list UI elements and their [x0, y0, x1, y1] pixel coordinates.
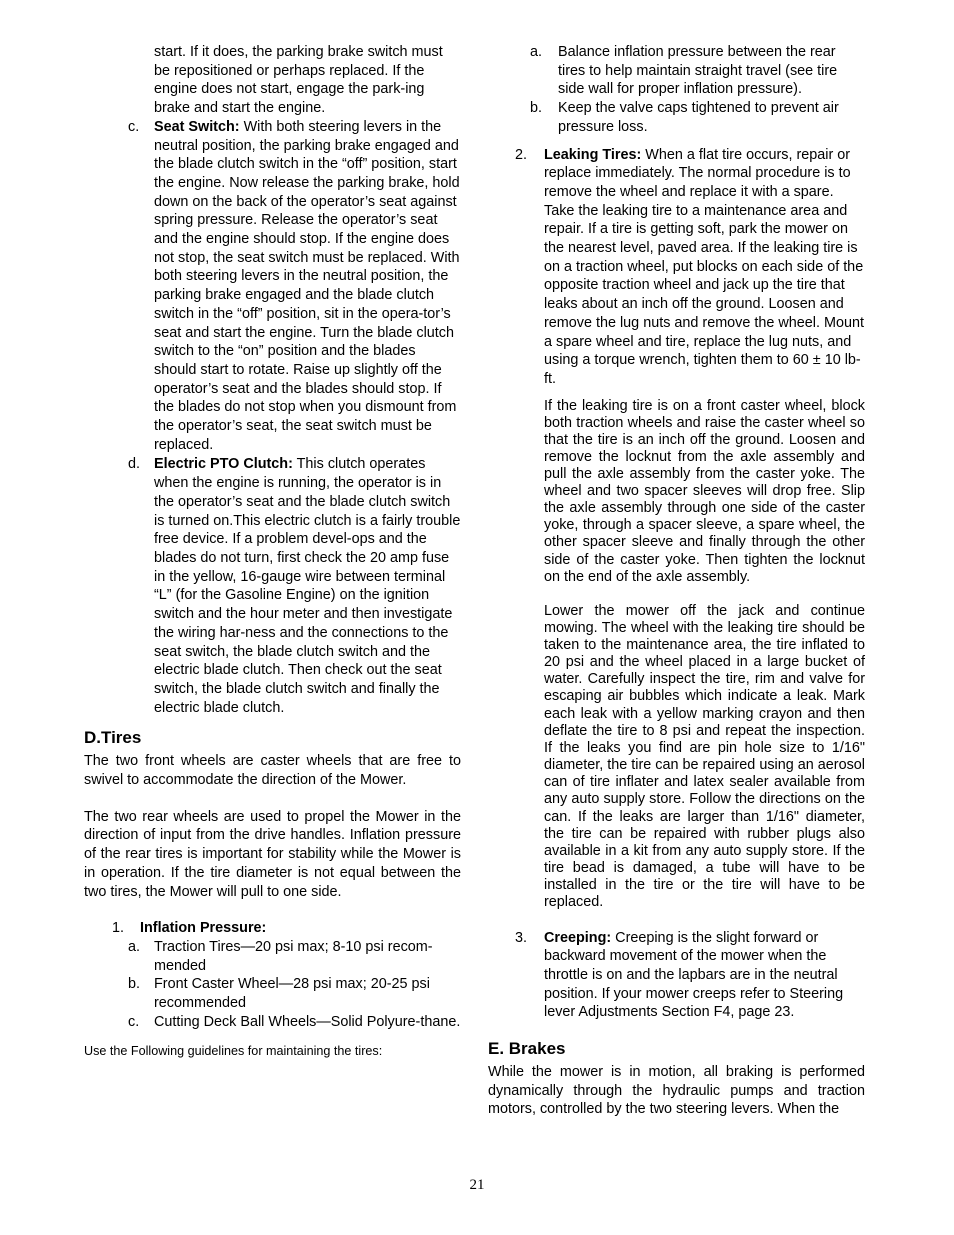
list-marker: c. — [128, 118, 140, 135]
list-item-valve-caps — [488, 99, 865, 136]
guidelines-note: Use the Following guidelines for maintaining the tires: — [84, 1044, 383, 1059]
tires-paragraph-2: The two rear wheels are used to propel the Mower in the direction of input from the drive handles. Inflation pressure of the rear tires is important for stability while the Mower is in operation. If the tire diameter is not equal between the two tires, the Mower will pull to one side. — [84, 808, 461, 900]
list-marker: a. — [530, 44, 543, 60]
section-heading-tires: D.Tires — [84, 728, 142, 748]
page-number: 21 — [469, 1177, 485, 1193]
section-heading-brakes: E. Brakes — [488, 1039, 566, 1059]
item-title: Leaking Tires: — [544, 146, 642, 163]
list-item-inflation-pressure — [84, 919, 461, 938]
parking-brake-continuation: start. If it does, the parking brake switch must be repositioned or perhaps replaced. If the engine does not start, engage the park-ing brake and start the engine. — [154, 44, 443, 117]
list-item-seat-switch — [84, 118, 461, 455]
right-column — [488, 43, 865, 1119]
item-text: When a flat tire occurs, repair or replace immediately. The normal procedure is to remove the wheel and replace it with a spare. Take the leaking tire to a maintenance area and repair. If a tire is getting soft, park the mower on the nearest level, paved area. If the leaking tire is on a traction wheel, put blocks on each side of the opposite traction wheel and jack up the tire that leaks about an inch off the ground. Loosen and remove the lug nuts and remove the wheel. Mount a spare wheel and tire, replace the lug nuts, and using a torque wrench, tighten them to 60 ± 10 lb-ft. — [544, 146, 864, 387]
list-item-ball-wheels — [84, 1013, 461, 1032]
list-marker: b. — [530, 100, 543, 117]
tires-paragraph-1: The two front wheels are caster wheels that are free to swivel to accommodate the direction of the Mower. — [84, 753, 461, 789]
item-text: Front Caster Wheel—28 psi max; 20-25 psi recommended — [154, 976, 430, 1012]
item-title: Electric PTO Clutch: — [154, 456, 293, 473]
item-text: Balance inflation pressure between the rear tires to help maintain straight travel (see tire side wall for proper inflation pressure). — [558, 44, 838, 98]
list-marker: 3. — [515, 929, 528, 946]
list-item-balance-inflation — [488, 43, 865, 99]
brakes-paragraph: While the mower is in motion, all braking is performed dynamically through the hydraulic pumps and traction motors, controlled by the two steering levers. When the — [488, 1064, 865, 1118]
list-marker: d. — [128, 456, 141, 473]
leaking-tires-paragraph-3: Lower the mower off the jack and continue mowing. The wheel with the leaking tire should be taken to the maintenance area, the tire inflated to 20 psi and the wheel placed in a large bucket of water. Carefully inspect the tire, rim and valve for escaping air bubbles which indicate a leak. Mark each leak with a yellow marking crayon and then deflate the tire to 8 psi and repeat the inspection. If the leaks you find are pin hole size to 1/16" diameter, the tire can be repaired using an aerosol can of tire inflater and latex sealer available from any auto supply store. Follow the directions on the can. If the leaks are larger than 1/16" diameter, the tire can be repaired with rubber plugs also available in a kit from any auto supply store. If the tire bead is damaged, a tube will have to be installed in the tire or the tire will have to be replaced. — [544, 602, 865, 911]
list-marker: b. — [128, 976, 141, 993]
list-marker: a. — [128, 938, 141, 955]
list-item-traction-tires — [84, 938, 461, 975]
item-text: Keep the valve caps tightened to prevent air pressure loss. — [558, 100, 839, 135]
list-item-front-caster-wheel — [84, 975, 461, 1012]
leaking-tires-paragraph-2: If the leaking tire is on a front caster wheel, block both traction wheels and raise the caster wheel so that the tire is an inch off the ground. Loosen and remove the locknut from the axle assembly and pull the axle assembly from the caster yoke. The wheel and two spacer sleeves will drop free. Slip the axle assembly through one side of the caster yoke, through a spacer sleeve, a spare wheel, the other spacer sleeve and finally through the other side of the caster yoke. Then tighten the locknut on the end of the axle assembly. — [544, 397, 865, 585]
list-marker: 1. — [112, 920, 125, 937]
list-marker: 2. — [515, 146, 528, 163]
list-item-electric-pto-clutch — [84, 455, 461, 717]
item-text: This clutch operates when the engine is running, the operator is in the operator’s seat and the blade clutch switch is turned on.This electric clutch is a fairly trouble free device. If a problem devel-ops and the blades do not turn, first check the 20 amp fuse in the yellow, 16-gauge wire between terminal “L” (for the Gasoline Engine) on the ignition switch and the hour meter and then investigate the wiring har-ness and the connections to the seat switch, the blade clutch switch and the electric blade clutch. Then check out the seat switch, the blade clutch switch and finally the electric blade clutch. — [154, 456, 461, 716]
item-title: Creeping: — [544, 929, 612, 946]
item-title: Seat Switch: — [154, 118, 240, 135]
item-text: Traction Tires—20 psi max; 8-10 psi recom-mended — [154, 938, 433, 974]
left-column — [84, 43, 461, 1059]
item-title: Inflation Pressure: — [140, 920, 267, 937]
item-text: With both steering levers in the neutral position, the parking brake engaged and the blade clutch switch in the “off” position, start the engine. Now release the parking brake, hold down on the back of the operator’s seat against spring pressure. Release the operator’s seat and the engine should stop. If the engine does not stop, the seat switch must be replaced. With both steering levers in the neutral position, the parking brake engaged and the blade clutch switch in the “off” position, sit in the opera-tor’s seat and start the engine. Turn the blade clutch switch to the “on” position and the blades should start to rotate. Raise up slightly off the operator’s seat and the blades should stop. If the blades do not stop when you dismount from the operator’s seat, the seat switch must be replaced. — [154, 118, 460, 453]
list-item-creeping — [488, 929, 865, 1023]
item-text: Creeping is the slight forward or backward movement of the mower when the throttle is on and the lapbars are in the neutral position. If your mower creeps refer to Steering lever Adjustments Section F4, page 23. — [544, 929, 844, 1021]
list-marker: c. — [128, 1013, 140, 1030]
list-item-leaking-tires — [488, 146, 865, 389]
item-text: Cutting Deck Ball Wheels—Solid Polyure-thane. — [154, 1013, 461, 1030]
